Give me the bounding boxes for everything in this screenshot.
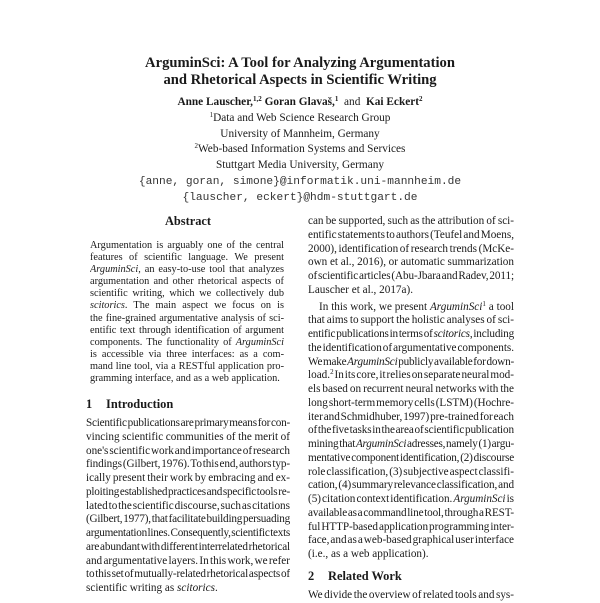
text-line [90, 325, 284, 337]
text-line [90, 264, 284, 276]
text-span: gramming interface, and as a web application. [90, 373, 280, 385]
author-name: Kai Eckert [366, 96, 420, 108]
italic-term: scitorics [177, 582, 215, 595]
affiliation-mark: 2 [194, 142, 199, 150]
text-span: face, and as a web-based graphical user interface [308, 534, 514, 547]
text-span: argumentation lines. Consequently, scientific texts [86, 527, 290, 540]
italic-term: ArguminSci [453, 493, 506, 505]
affiliation-mark: 1 [209, 111, 214, 119]
text-span: (5) citation context identification. [308, 493, 454, 505]
text-span: entific publications in terms of [308, 328, 434, 340]
text-line [308, 328, 514, 342]
text-line [90, 349, 284, 361]
text-line [90, 300, 284, 312]
affiliation-text: Data and Web Science Research Group [213, 112, 391, 124]
text-line [86, 541, 290, 555]
text-span: of the five tasks in the area of scientific publication [308, 424, 514, 437]
paragraph [308, 301, 514, 562]
italic-term: ArguminSci [429, 300, 483, 313]
text-span: load. [308, 369, 331, 382]
text-span: features of scientific language. We present [90, 252, 284, 264]
text-span: (i.e., as a web application). [308, 548, 429, 560]
text-span: is [505, 493, 514, 505]
section-title: Related Work [328, 568, 402, 583]
text-line [308, 452, 514, 466]
text-span: that aims to support the holistic analyses of sci- [308, 314, 514, 327]
emails [0, 175, 600, 206]
text-span: components. The functionality of [90, 336, 236, 348]
right-column [308, 215, 514, 603]
author-list [0, 95, 600, 109]
text-span: Argumentation is arguably one of the central [90, 240, 284, 251]
text-line [308, 411, 514, 425]
italic-term: scitorics [433, 328, 470, 340]
italic-term: ArguminSci [347, 355, 398, 368]
text-span: 2000), identification of research trends (McKe- [308, 242, 514, 255]
text-span: ful HTTP-based application programming inter- [308, 520, 514, 533]
left-column [86, 214, 290, 596]
text-span: mand line tool, via a RESTful application pro- [90, 360, 284, 372]
introduction-body [86, 417, 290, 596]
text-line [308, 383, 514, 397]
title-line: ArguminSci: A Tool for Analyzing Argumentation [145, 55, 455, 71]
section-heading-related-work [308, 569, 514, 589]
section-number: 2 [308, 568, 315, 583]
italic-term: ArguminSci [355, 438, 407, 450]
affiliation-line [0, 142, 600, 158]
author-name: Anne Lauscher, [177, 96, 253, 108]
text-line [308, 314, 514, 328]
text-line [308, 493, 514, 507]
affiliation-text: Web-based Information Systems and Services [198, 143, 406, 155]
text-line [90, 373, 284, 385]
text-span: (Gilbert, 1977), that facilitate building persuading [86, 513, 290, 526]
italic-term: scitorics [90, 300, 125, 312]
text-span: mentative component identification, (2) discourse [308, 451, 514, 464]
text-line [308, 369, 514, 383]
author-affiliation-mark: 1,2 [253, 95, 262, 103]
text-line [86, 527, 290, 541]
text-line [86, 486, 290, 500]
text-span: Lauscher et al., 2017a). [308, 283, 413, 296]
text-line [86, 568, 290, 582]
text-line [308, 479, 514, 493]
text-span: ploiting established practices and specific tools re- [86, 485, 290, 498]
text-span: the fine-grained argumentative analysis of sci- [90, 312, 284, 324]
author-name: Goran Glavaš, [264, 96, 335, 108]
text-line [308, 284, 514, 298]
italic-term: ArguminSci [235, 336, 284, 348]
text-line [90, 361, 284, 373]
text-span: scientific writing, which we collectively dub [90, 288, 284, 300]
text-line [86, 472, 290, 486]
text-line [86, 417, 290, 431]
email-line: {anne, goran, simone}@informatik.uni-mannheim.de [138, 176, 462, 188]
text-span: and argumentative layers. In this work, we refer [86, 554, 290, 567]
text-span: entific statements to authors (Teufel and Moens, [308, 228, 514, 241]
text-line [308, 507, 514, 521]
text-line [308, 256, 514, 270]
text-line [90, 252, 284, 264]
text-span: Scientific publications are primary means for con- [86, 417, 290, 430]
affiliation-text: Stuttgart Media University, Germany [215, 158, 385, 171]
text-span: We make [308, 355, 348, 368]
text-line [90, 240, 284, 252]
text-line [308, 438, 514, 452]
text-line [308, 424, 514, 438]
text-span: long short-term memory cells (LSTM) (Hochre- [308, 396, 514, 409]
text-span: mining that [308, 438, 356, 450]
text-line [90, 288, 284, 300]
text-line [308, 215, 514, 229]
text-span: are abundant with different interrelated rhetorical [86, 540, 290, 553]
text-span: . [214, 582, 218, 595]
text-span: adresses, namely (1) argu- [406, 438, 514, 450]
text-line [308, 356, 514, 370]
abstract-body [90, 240, 284, 385]
text-line [308, 466, 514, 480]
text-span: available as a command line tool, through a REST- [308, 506, 514, 519]
text-span: own et al., 2016), or automatic summarization [308, 256, 514, 269]
paragraph [308, 215, 514, 298]
text-line [308, 301, 514, 315]
section-title: Introduction [106, 397, 174, 412]
text-span: the identification of argumentative components. [308, 341, 514, 354]
text-line [308, 534, 514, 548]
footnote-mark: 1 [482, 300, 486, 308]
section-number: 1 [86, 397, 93, 412]
text-span: publicly available for down- [397, 355, 514, 368]
text-span: to this set of mutually-related rhetorical aspects of [86, 568, 290, 581]
affiliation-line [0, 111, 600, 127]
text-span: can be supported, such as the attribution of sci- [308, 215, 514, 227]
text-span: is accessible via three interfaces: as a com- [90, 348, 284, 360]
text-line [86, 500, 290, 514]
email-line: {lauscher, eckert}@hdm-stuttgart.de [182, 191, 418, 204]
text-span: lated to the scientific discourse, such as citations [86, 499, 290, 512]
footnote-mark: 2 [330, 369, 334, 377]
text-span: role classification, (3) subjective aspect classifi- [308, 465, 514, 478]
text-span: , including [469, 328, 514, 340]
text-line [86, 445, 290, 459]
section-heading-introduction [86, 397, 290, 417]
text-span: one's scientific work and importance of research [86, 444, 290, 457]
text-line [308, 548, 514, 562]
text-line [308, 229, 514, 243]
title-line: and Rhetorical Aspects in Scientific Writing [163, 72, 437, 88]
text-span: , an easy-to-use tool that analyzes [138, 264, 284, 276]
text-span: In its core, it relies on separate neural mod- [333, 369, 514, 382]
text-line [90, 313, 284, 325]
text-span: cation, (4) summary relevance classification, and [308, 479, 514, 492]
text-span: . The main aspect we focus on is [124, 300, 284, 312]
affiliation-line [0, 127, 600, 143]
author-affiliation-mark: 2 [419, 95, 423, 103]
text-span: of scientific articles (Abu-Jbara and Radev, 2011; [308, 270, 514, 282]
text-span: argumentation and other rhetorical aspects of [90, 276, 284, 288]
text-span: vincing scientific communities of the merit of [86, 430, 290, 443]
affiliations [0, 111, 600, 173]
text-line [308, 397, 514, 411]
text-span: scientific writing as [86, 582, 178, 595]
text-span: a tool [485, 300, 514, 313]
text-line [308, 270, 514, 284]
text-span: entific text through identification of argument [90, 324, 284, 336]
text-line [308, 521, 514, 535]
affiliation-text: University of Mannheim, Germany [220, 127, 380, 140]
text-span: iter and Schmidhuber, 1997) pre-trained for each [308, 410, 514, 423]
abstract-heading: Abstract [164, 214, 212, 228]
text-line [86, 431, 290, 445]
text-line [308, 589, 514, 603]
text-line [86, 458, 290, 472]
text-line [90, 337, 284, 349]
related-work-body [308, 589, 514, 603]
text-line [86, 582, 290, 596]
text-line [90, 276, 284, 288]
text-line [308, 243, 514, 257]
text-span: findings (Gilbert, 1976). To this end, authors typ- [86, 458, 290, 471]
text-line [308, 342, 514, 356]
text-line [86, 513, 290, 527]
affiliation-line [0, 158, 600, 174]
text-span: els based on recurrent neural networks with the [308, 383, 514, 395]
author-conjunction: and [344, 96, 361, 108]
text-span: ically present their work by embracing and ex- [86, 472, 290, 485]
text-span: In this work, we present [319, 300, 430, 313]
author-affiliation-mark: 1 [334, 95, 339, 103]
italic-term: ArguminSci [90, 264, 139, 276]
text-line [86, 555, 290, 569]
text-span: We divide the overview of related tools and sys- [308, 588, 514, 601]
paper-title [0, 55, 600, 89]
